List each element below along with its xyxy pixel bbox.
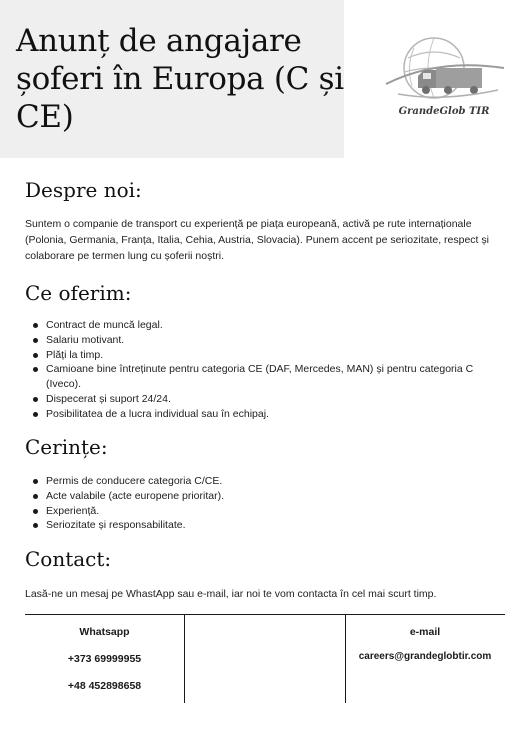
email-label: e-mail [409,626,441,638]
list-item: Salariu motivant. [25,333,505,348]
company-logo [378,28,510,128]
whatsapp-label: Whatsapp [79,626,130,638]
globe-truck-icon [378,28,510,108]
list-item: Experiență. [25,504,505,519]
list-item: Posibilitatea de a lucra individual sau în echipaj. [25,407,505,422]
list-item: Dispecerat și suport 24/24. [25,392,505,407]
list-item: Contract de muncă legal. [25,318,505,333]
about-heading: Despre noi: [25,178,142,202]
page-title: Anunț de angajare șoferi în Europa (C și CE) [16,23,344,135]
contact-table [25,614,505,703]
requirements-heading: Cerințe: [25,435,108,459]
list-item: Acte valabile (acte europene prioritar). [25,489,505,504]
contact-text: Lasă-ne un mesaj pe WhastApp sau e-mail, iar noi te vom contacta în cel mai scurt timp. [25,588,437,600]
contact-heading: Contact: [25,547,112,571]
title-banner [0,0,344,158]
offer-list [25,318,505,422]
requirements-list [25,474,505,533]
table-divider [184,615,185,703]
email-address[interactable]: careers@grandeglobtir.com [358,651,492,662]
about-text: Suntem o companie de transport cu experiență pe piața europeană, activă pe rute internaționale (Polonia, Germania, Franța, Italia, Cehia, Austria, Slovacia). Punem accent pe seriozitate, respect și colaborare pe termen lung cu șoferii noștri. [25,218,489,262]
list-item: Camioane bine întreținute pentru categoria CE (DAF, Mercedes, MAN) și pentru categoria C (Iveco). [25,362,505,392]
offer-heading: Ce oferim: [25,281,132,305]
logo-text: GrandeGlob TIR [398,106,490,117]
list-item: Plăți la timp. [25,348,505,363]
list-item: Seriozitate și responsabilitate. [25,518,505,533]
list-item: Permis de conducere categoria C/CE. [25,474,505,489]
phone-number[interactable]: +48 452898658 [67,680,142,692]
phone-number[interactable]: +373 69999955 [67,653,142,665]
